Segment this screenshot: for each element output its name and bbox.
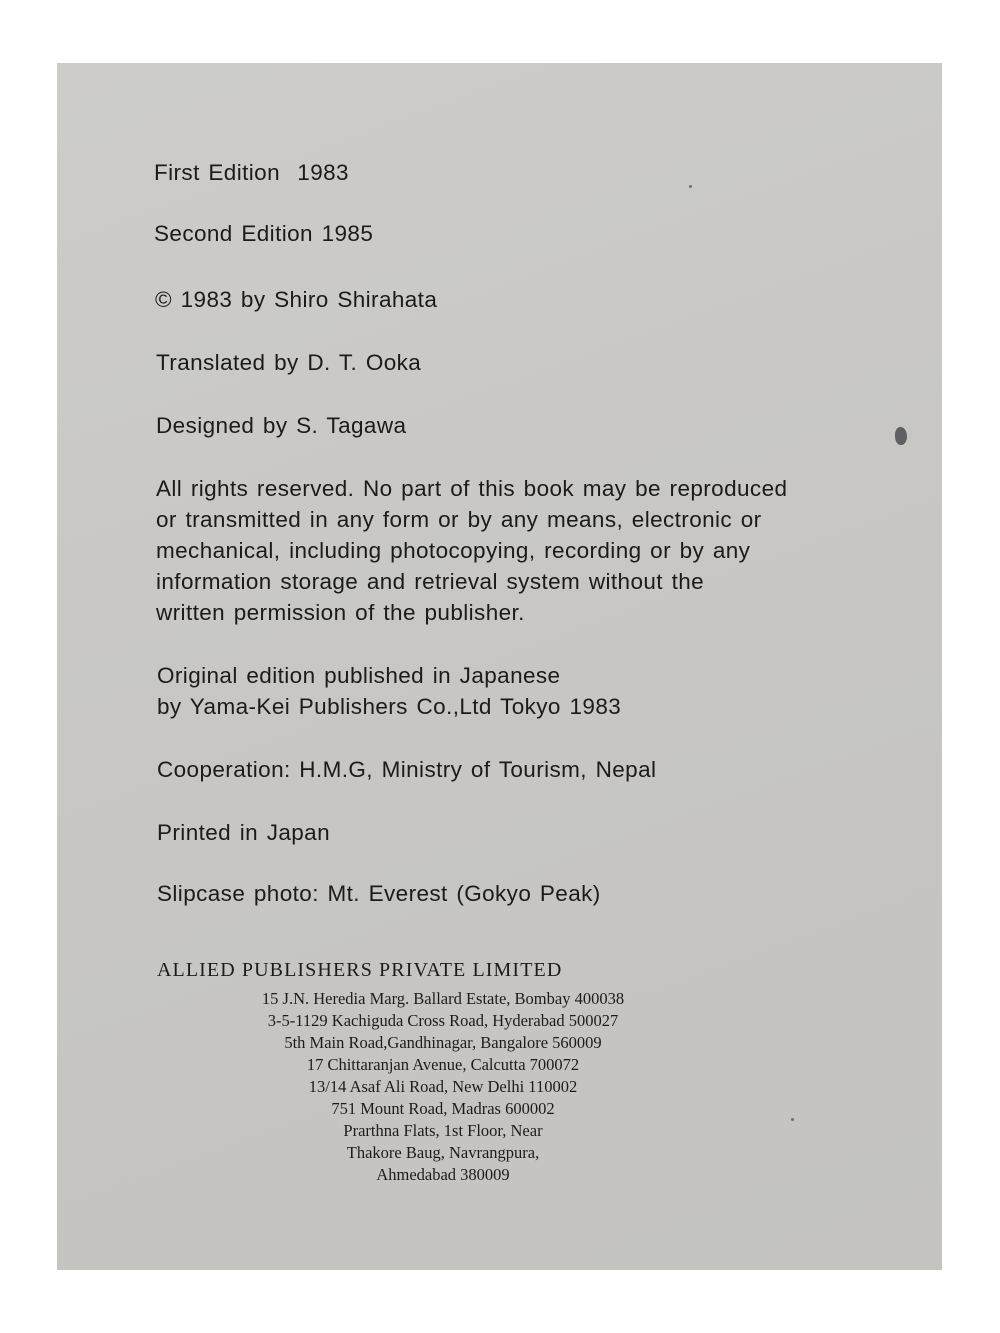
original-edition-line: Original edition published in Japanese — [157, 663, 561, 688]
address-line: 13/14 Asaf Ali Road, New Delhi 110002 — [308, 1077, 578, 1096]
copyright-line: © 1983 by Shiro Shirahata — [155, 287, 438, 312]
cooperation-line: Cooperation: H.M.G, Ministry of Tourism, Nepal — [157, 757, 657, 782]
address-line: 3-5-1129 Kachiguda Cross Road, Hyderabad 500027 — [267, 1011, 619, 1030]
address-line: Prarthna Flats, 1st Floor, Near — [343, 1121, 543, 1140]
rights-line: written permission of the publisher. — [156, 600, 525, 625]
first-edition-line: First Edition 1983 — [154, 160, 349, 185]
slipcase-line: Slipcase photo: Mt. Everest (Gokyo Peak) — [157, 881, 601, 906]
designer-line: Designed by S. Tagawa — [156, 413, 407, 438]
second-edition-line: Second Edition 1985 — [154, 221, 374, 246]
rights-line: All rights reserved. No part of this book may be reproduced — [156, 476, 788, 501]
publisher-addresses — [143, 988, 743, 1218]
address-line: 751 Mount Road, Madras 600002 — [331, 1099, 555, 1118]
address-line: 15 J.N. Heredia Marg. Ballard Estate, Bombay 400038 — [261, 989, 625, 1008]
translator-line: Translated by D. T. Ooka — [156, 350, 422, 375]
rights-line: mechanical, including photocopying, recording or by any — [156, 538, 751, 563]
publisher-name: ALLIED PUBLISHERS PRIVATE LIMITED — [157, 959, 563, 981]
rights-line: information storage and retrieval system without the — [156, 569, 705, 594]
address-line: Ahmedabad 380009 — [376, 1165, 510, 1184]
address-line: 17 Chittaranjan Avenue, Calcutta 700072 — [306, 1055, 580, 1074]
original-edition-line: by Yama-Kei Publishers Co.,Ltd Tokyo 1983 — [157, 694, 622, 719]
book-page — [57, 63, 942, 1270]
rights-line: or transmitted in any form or by any means, electronic or — [156, 507, 762, 532]
paper-speck — [791, 1118, 794, 1121]
address-list — [143, 988, 743, 1186]
paper-spot — [895, 427, 907, 445]
printed-line: Printed in Japan — [157, 820, 331, 845]
paper-speck — [689, 185, 692, 188]
address-line: 5th Main Road,Gandhinagar, Bangalore 560009 — [284, 1033, 602, 1052]
address-line: Thakore Baug, Navrangpura, — [346, 1143, 540, 1162]
original-edition-paragraph — [157, 660, 621, 722]
rights-paragraph — [156, 473, 787, 628]
